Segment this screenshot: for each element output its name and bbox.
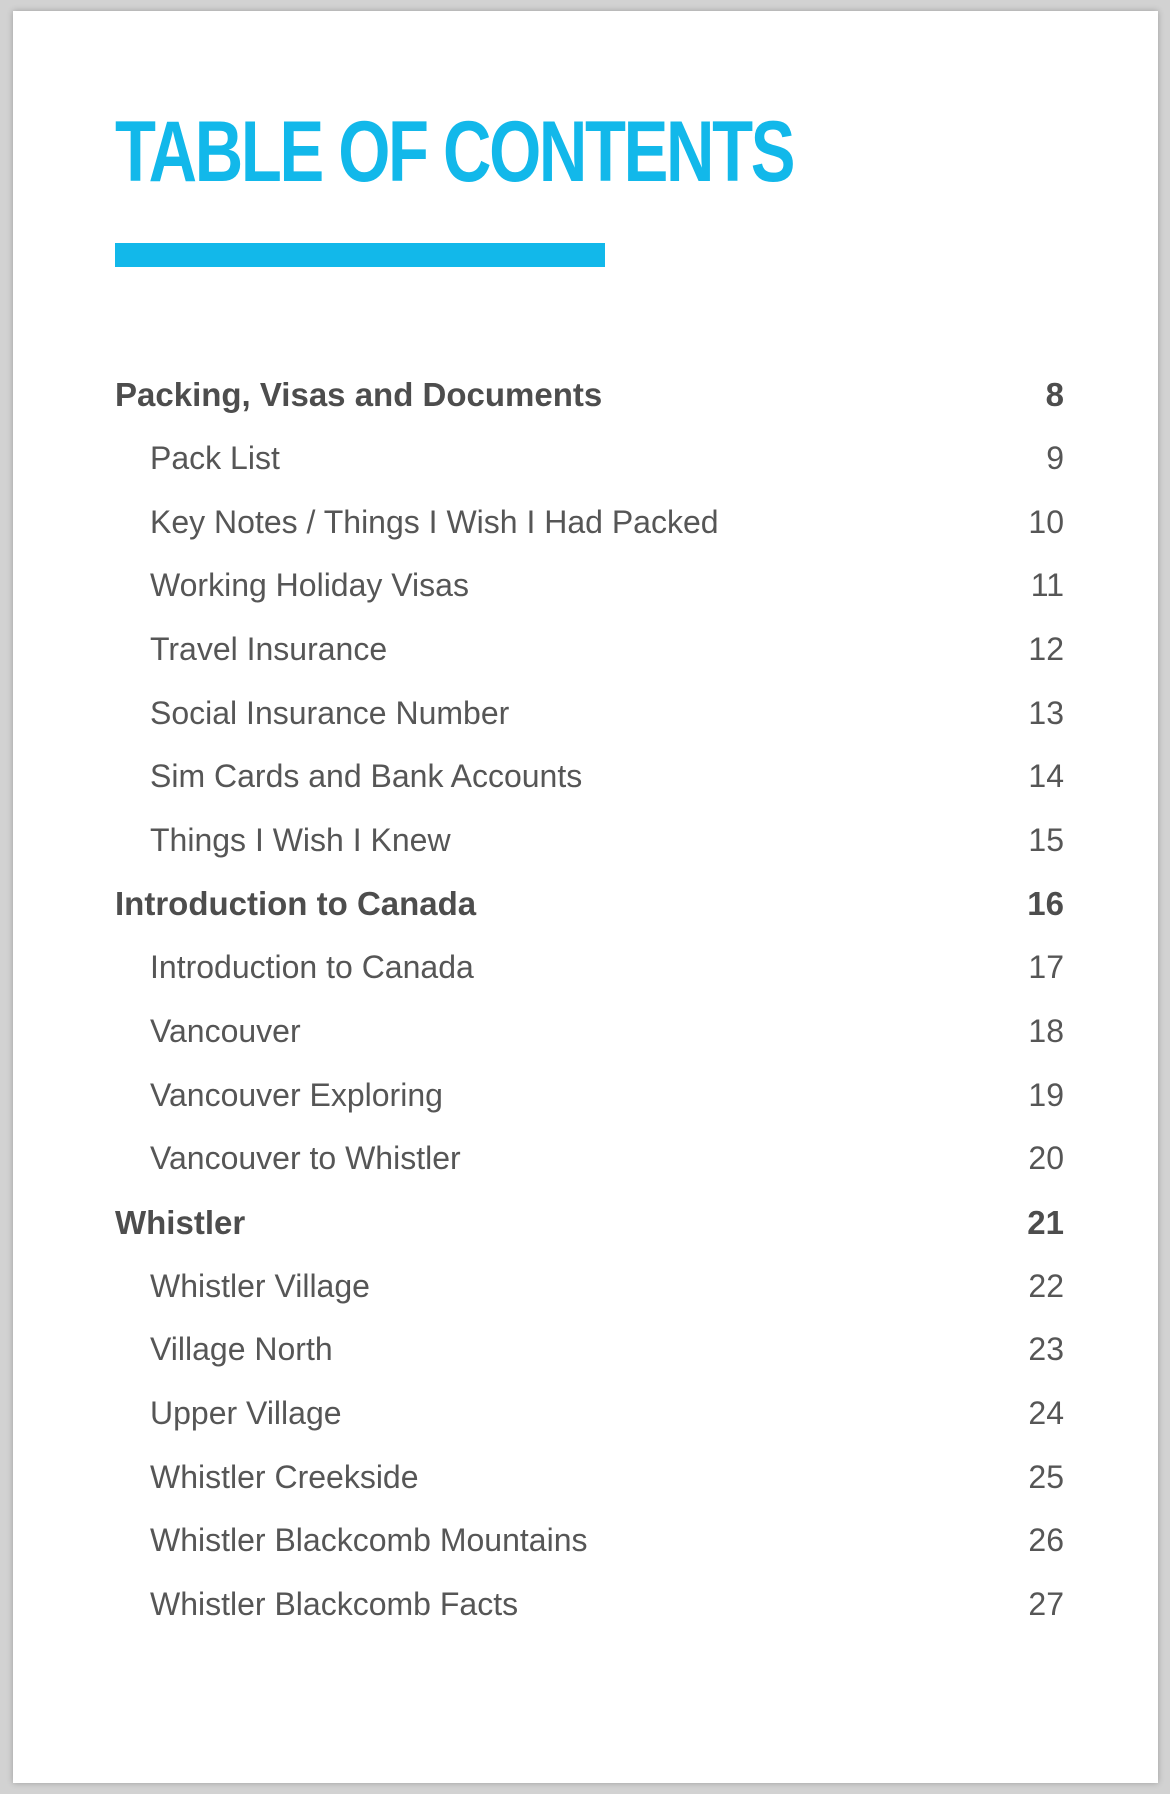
- toc-entry-page-number: 25: [1028, 1458, 1064, 1495]
- toc-subsection-entry: [115, 745, 1064, 809]
- toc-subsection-entry: [115, 1000, 1064, 1064]
- toc-subsection-entry: [115, 1063, 1064, 1127]
- toc-entry-page-number: 11: [1030, 567, 1064, 604]
- toc-subsection-entry: [115, 1318, 1064, 1382]
- toc-subsection-entry: [115, 1509, 1064, 1573]
- toc-entry-page-number: 21: [1027, 1203, 1064, 1241]
- toc-subsection-entry: [115, 1573, 1064, 1637]
- toc-entry-label: Working Holiday Visas: [150, 567, 469, 604]
- toc-section-entry: [115, 363, 1064, 427]
- toc-entry-label: Whistler Blackcomb Mountains: [150, 1522, 588, 1559]
- document-page: [13, 11, 1158, 1783]
- toc-subsection-entry: [115, 491, 1064, 555]
- toc-list: [115, 363, 1064, 1636]
- toc-entry-label: Vancouver: [150, 1013, 301, 1050]
- toc-entry-label: Social Insurance Number: [150, 694, 510, 731]
- toc-entry-label: Sim Cards and Bank Accounts: [150, 758, 583, 795]
- toc-entry-page-number: 19: [1028, 1076, 1064, 1113]
- toc-entry-page-number: 13: [1028, 694, 1064, 731]
- toc-subsection-entry: [115, 809, 1064, 873]
- toc-entry-page-number: 18: [1028, 1013, 1064, 1050]
- toc-subsection-entry: [115, 1382, 1064, 1446]
- toc-subsection-entry: [115, 427, 1064, 491]
- toc-entry-label: Pack List: [150, 440, 280, 477]
- toc-entry-page-number: 12: [1028, 631, 1064, 668]
- toc-entry-page-number: 8: [1045, 376, 1064, 413]
- toc-entry-label: Whistler Creekside: [150, 1458, 419, 1495]
- toc-subsection-entry: [115, 936, 1064, 1000]
- toc-entry-label: Things I Wish I Knew: [150, 821, 451, 858]
- toc-subsection-entry: [115, 1127, 1064, 1191]
- toc-entry-page-number: 26: [1028, 1522, 1064, 1559]
- toc-entry-page-number: 24: [1028, 1395, 1064, 1432]
- toc-entry-label: Introduction to Canada: [150, 949, 474, 986]
- toc-entry-page-number: 27: [1028, 1585, 1064, 1622]
- toc-entry-page-number: 9: [1046, 440, 1064, 477]
- toc-entry-label: Introduction to Canada: [115, 885, 477, 923]
- toc-subsection-entry: [115, 681, 1064, 745]
- toc-entry-label: Vancouver Exploring: [150, 1076, 443, 1113]
- toc-section-entry: [115, 1191, 1064, 1255]
- toc-entry-page-number: 22: [1028, 1267, 1064, 1304]
- toc-title: TABLE OF CONTENTS: [115, 104, 794, 200]
- toc-entry-label: Village North: [150, 1331, 333, 1368]
- toc-entry-label: Vancouver to Whistler: [150, 1140, 461, 1177]
- toc-entry-label: Whistler: [115, 1203, 246, 1241]
- toc-entry-page-number: 10: [1028, 503, 1064, 540]
- toc-subsection-entry: [115, 1255, 1064, 1319]
- toc-entry-page-number: 23: [1028, 1331, 1064, 1368]
- toc-subsection-entry: [115, 1445, 1064, 1509]
- toc-entry-page-number: 16: [1027, 885, 1064, 923]
- toc-section-entry: [115, 872, 1064, 936]
- toc-subsection-entry: [115, 618, 1064, 682]
- toc-entry-label: Whistler Blackcomb Facts: [150, 1585, 519, 1622]
- toc-entry-label: Upper Village: [150, 1395, 342, 1432]
- toc-entry-label: Whistler Village: [150, 1267, 370, 1304]
- toc-entry-page-number: 14: [1028, 758, 1064, 795]
- toc-entry-page-number: 17: [1028, 949, 1064, 986]
- toc-entry-label: Key Notes / Things I Wish I Had Packed: [150, 503, 719, 540]
- toc-entry-label: Travel Insurance: [150, 631, 388, 668]
- toc-entry-label: Packing, Visas and Documents: [115, 376, 603, 413]
- toc-entry-page-number: 15: [1028, 821, 1064, 858]
- title-underline-bar: [115, 243, 605, 267]
- toc-entry-page-number: 20: [1028, 1140, 1064, 1177]
- toc-subsection-entry: [115, 554, 1064, 618]
